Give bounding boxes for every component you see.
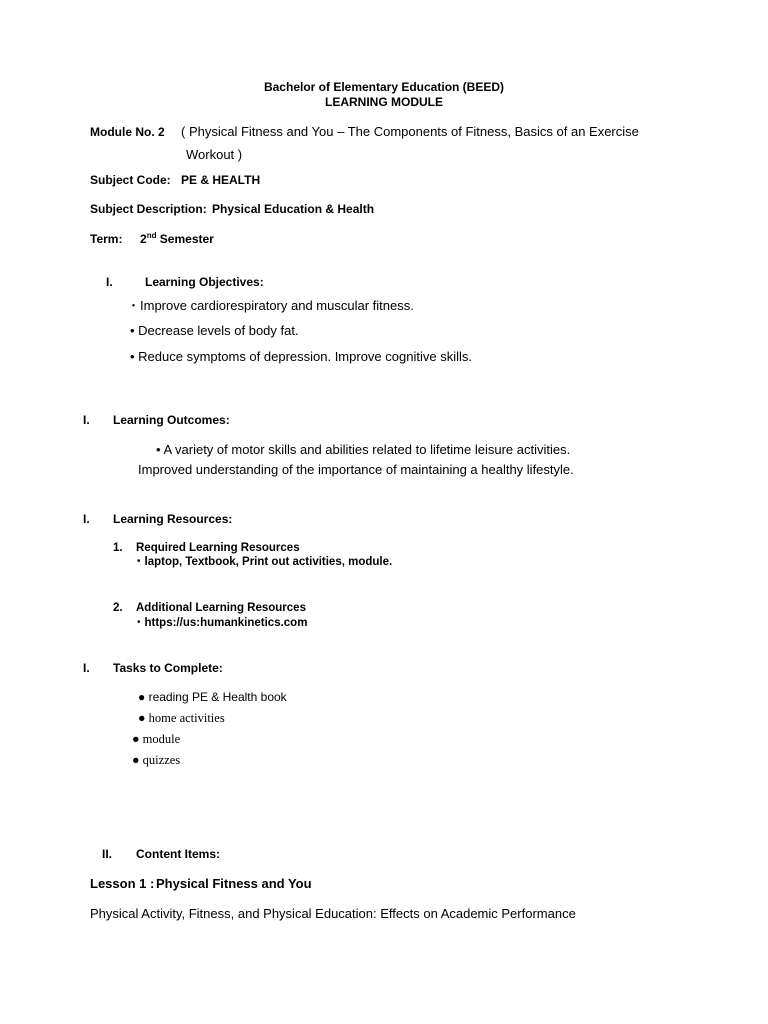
task-item: ● module	[132, 732, 181, 746]
content-items-heading: Content Items:	[136, 847, 220, 861]
resources-heading: Learning Resources:	[113, 512, 233, 526]
outcome-line1: • A variety of motor skills and abilities related to lifetime leisure activities.	[156, 442, 571, 457]
module-title-line1: ( Physical Fitness and You – The Components of Fitness, Basics of an Exercise	[181, 124, 639, 139]
term-number: 2	[140, 232, 147, 246]
objective-item: ・Improve cardiorespiratory and muscular fitness.	[127, 298, 414, 313]
subject-code-label: Subject Code:	[90, 173, 171, 187]
term-value	[140, 232, 214, 246]
objective-item: • Decrease levels of body fat.	[130, 323, 299, 338]
lesson-title: Physical Fitness and You	[156, 876, 312, 891]
outcomes-numeral: I.	[83, 413, 90, 427]
topic-heading: Physical Activity, Fitness, and Physical Education: Effects on Academic Performance	[90, 906, 576, 921]
header-line1: Bachelor of Elementary Education (BEED)	[263, 80, 505, 94]
term-label: Term:	[90, 232, 123, 246]
module-title-line2: Workout )	[186, 147, 243, 162]
objective-item: • Reduce symptoms of depression. Improve cognitive skills.	[130, 349, 472, 364]
term-ordinal-suffix: nd	[146, 231, 157, 240]
subject-code-value: PE & HEALTH	[181, 173, 261, 187]
content-items-numeral: II.	[102, 847, 113, 861]
tasks-numeral: I.	[83, 661, 90, 675]
task-item: ● home activities	[138, 711, 225, 725]
additional-resources-number: 2.	[113, 602, 123, 614]
outcome-line2: Improved understanding of the importance of maintaining a healthy lifestyle.	[138, 462, 574, 477]
additional-resources-url: ・https://us:humankinetics.com	[133, 617, 308, 629]
objectives-heading: Learning Objectives:	[145, 275, 264, 289]
required-resources-title: Required Learning Resources	[136, 542, 300, 554]
required-resources-number: 1.	[113, 542, 123, 554]
task-item: ● reading PE & Health book	[138, 690, 287, 704]
required-resources-detail: ・laptop, Textbook, Print out activities, module.	[133, 556, 393, 568]
outcomes-heading: Learning Outcomes:	[113, 413, 230, 427]
header-line2: LEARNING MODULE	[325, 95, 443, 109]
lesson-label: Lesson 1 :	[90, 876, 155, 891]
subject-description-value: Physical Education & Health	[212, 202, 375, 216]
module-label: Module No. 2	[90, 125, 165, 139]
additional-resources-title: Additional Learning Resources	[136, 602, 306, 614]
resources-numeral: I.	[83, 512, 90, 526]
tasks-heading: Tasks to Complete:	[113, 661, 223, 675]
subject-description-label: Subject Description:	[90, 202, 207, 216]
term-semester: Semester	[156, 232, 214, 246]
objectives-numeral: I.	[106, 275, 113, 289]
task-item: ● quizzes	[132, 753, 181, 767]
